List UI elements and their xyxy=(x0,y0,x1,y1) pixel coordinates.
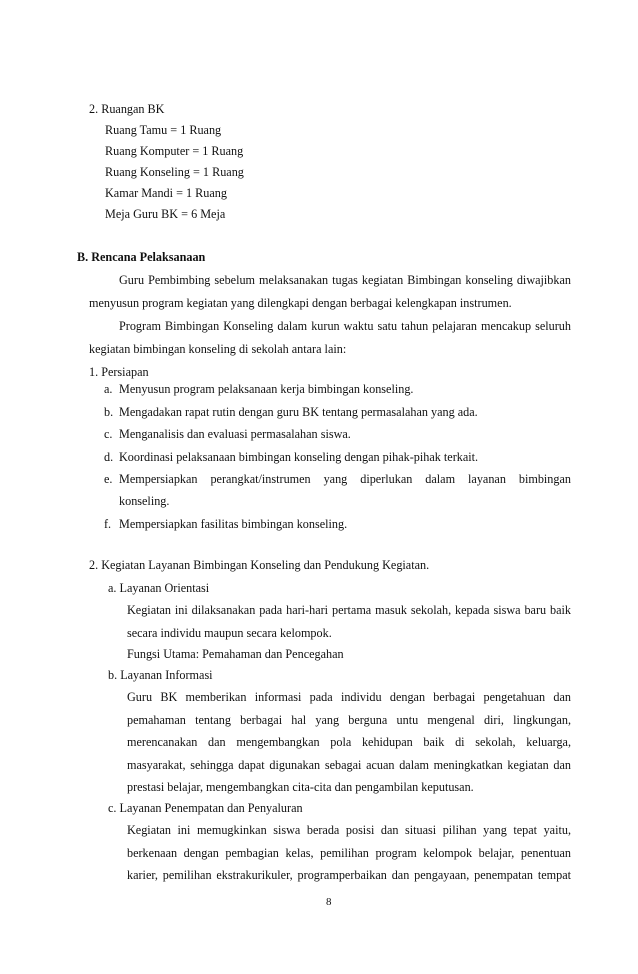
paragraph-line: menyusun program kegiatan yang dilengkapi dengan berbagai kelengkapan instrumen. xyxy=(89,296,512,310)
paragraph-line: Kegiatan ini memugkinkan siswa berada posisi dan situasi pilihan yang tepat yaitu, xyxy=(127,823,571,837)
paragraph-line: Fungsi Utama: Pemahaman dan Pencegahan xyxy=(127,647,344,661)
paragraph-line: karier, pemilihan ekstrakurikuler, programperbaikan dan pengayaan, penempatan tempat xyxy=(127,868,571,882)
list-item: Menyusun program pelaksanaan kerja bimbingan konseling. xyxy=(119,382,414,396)
paragraph-line: masyarakat, sehingga dapat digunakan sebagai acuan dalam meningkatkan kegiatan dan xyxy=(127,758,571,772)
paragraph-line: Kegiatan ini dilaksanakan pada hari-hari pertama masuk sekolah, kepada siswa baru baik xyxy=(127,603,571,617)
list-marker: b. xyxy=(104,405,114,419)
list-marker: e. xyxy=(104,472,113,486)
list-heading: 1. Persiapan xyxy=(89,365,149,379)
subsection-title: a. Layanan Orientasi xyxy=(108,581,210,595)
ruangan-item: Kamar Mandi = 1 Ruang xyxy=(105,186,227,200)
list-marker: c. xyxy=(104,427,113,441)
paragraph-line: Guru BK memberikan informasi pada individu dengan berbagai pengetahuan dan xyxy=(127,690,571,704)
paragraph-line: kegiatan bimbingan konseling di sekolah antara lain: xyxy=(89,342,347,356)
list-item: Mempersiapkan fasilitas bimbingan konseling. xyxy=(119,517,348,531)
list-marker: d. xyxy=(104,450,114,464)
list-item: Menganalisis dan evaluasi permasalahan siswa. xyxy=(119,427,351,441)
list-item: Mengadakan rapat rutin dengan guru BK tentang permasalahan yang ada. xyxy=(119,405,478,419)
subsection-title: c. Layanan Penempatan dan Penyaluran xyxy=(108,801,303,815)
list-item: Mempersiapkan perangkat/instrumen yang diperlukan dalam layanan bimbingan xyxy=(119,472,571,486)
section-heading: B. Rencana Pelaksanaan xyxy=(77,250,206,264)
list-heading: 2. Kegiatan Layanan Bimbingan Konseling dan Pendukung Kegiatan. xyxy=(89,558,430,572)
ruangan-item: Ruang Tamu = 1 Ruang xyxy=(105,123,222,137)
ruangan-heading: 2. Ruangan BK xyxy=(89,102,165,116)
paragraph-line: secara individu maupun secara kelompok. xyxy=(127,626,332,640)
paragraph-line: Guru Pembimbing sebelum melaksanakan tugas kegiatan Bimbingan konseling diwajibkan xyxy=(119,273,571,287)
list-marker: a. xyxy=(104,382,113,396)
paragraph-line: Program Bimbingan Konseling dalam kurun waktu satu tahun pelajaran mencakup seluruh xyxy=(119,319,571,333)
ruangan-item: Meja Guru BK = 6 Meja xyxy=(105,207,226,221)
subsection-title: b. Layanan Informasi xyxy=(108,668,213,682)
list-marker: f. xyxy=(104,517,112,531)
paragraph-line: prestasi belajar, mengembangkan cita-cita dan pengambilan keputusan. xyxy=(127,780,474,794)
paragraph-line: merencanakan dan mengembangkan pola kehidupan baik di sekolah, keluarga, xyxy=(127,735,571,749)
ruangan-item: Ruang Konseling = 1 Ruang xyxy=(105,165,244,179)
ruangan-item: Ruang Komputer = 1 Ruang xyxy=(105,144,244,158)
paragraph-line: pemahaman tentang berbagai hal yang berguna untu mengenal diri, lingkungan, xyxy=(127,713,571,727)
list-item-continuation: konseling. xyxy=(119,494,170,508)
page-number: 8 xyxy=(326,896,332,908)
paragraph-line: berkenaan dengan pembagian kelas, pemilihan program kelompok belajar, penentuan xyxy=(127,846,571,860)
list-item: Koordinasi pelaksanaan bimbingan konseling dengan pihak-pihak terkait. xyxy=(119,450,479,464)
